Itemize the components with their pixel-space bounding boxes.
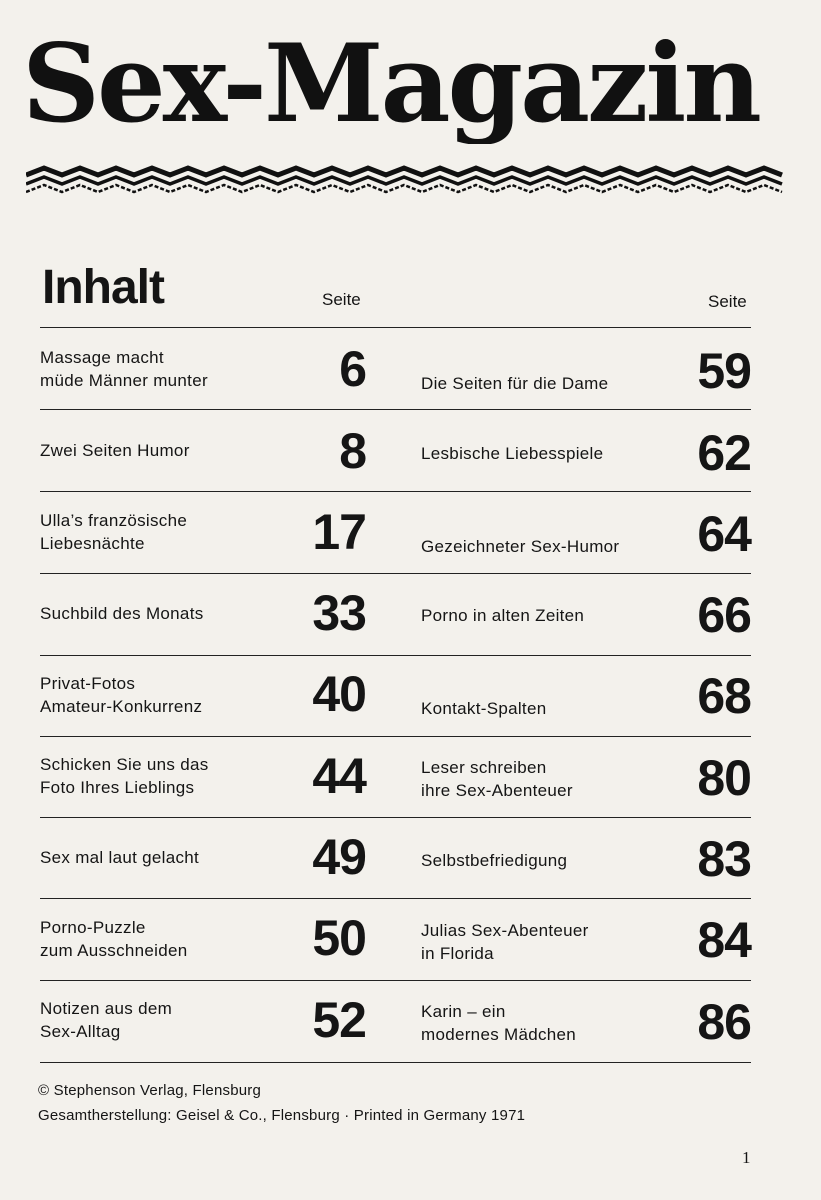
toc-entry-page-left: 49 bbox=[312, 829, 366, 885]
row-divider bbox=[40, 655, 751, 656]
row-divider bbox=[40, 409, 751, 410]
toc-entry-title-right: Die Seiten für die Dame bbox=[421, 374, 609, 393]
page-number: 1 bbox=[742, 1148, 751, 1167]
toc-entry-title-left: Privat-Fotos Amateur-Konkurrenz bbox=[40, 674, 203, 716]
toc-entry-page-right: 59 bbox=[697, 343, 751, 399]
zigzag-ornament bbox=[26, 163, 784, 197]
toc-entry-title-left: Porno-Puzzle zum Ausschneiden bbox=[40, 918, 188, 960]
toc-entry-title-left: Suchbild des Monats bbox=[40, 604, 204, 623]
row-divider bbox=[40, 327, 751, 328]
toc-entry-title-right: Kontakt-Spalten bbox=[421, 699, 547, 718]
toc-entry-page-right: 83 bbox=[697, 831, 751, 887]
toc-entry-page-right: 86 bbox=[697, 994, 751, 1050]
toc-entry-page-left: 44 bbox=[312, 748, 366, 804]
row-divider bbox=[40, 980, 751, 981]
row-divider bbox=[40, 573, 751, 574]
row-divider bbox=[40, 1062, 751, 1063]
toc-entry-page-left: 6 bbox=[339, 341, 366, 397]
contents-heading: Inhalt bbox=[42, 261, 164, 314]
row-divider bbox=[40, 817, 751, 818]
production-credit: Gesamtherstellung: Geisel & Co., Flensburg · Printed in Germany 1971 bbox=[38, 1107, 526, 1124]
toc-entry-page-left: 40 bbox=[312, 666, 366, 722]
toc-entry-title-right: Lesbische Liebesspiele bbox=[421, 444, 604, 463]
toc-entry-title-right: Porno in alten Zeiten bbox=[421, 606, 585, 625]
toc-entry-page-right: 84 bbox=[697, 912, 751, 968]
row-divider bbox=[40, 491, 751, 492]
toc-entry-title-right: Leser schreiben ihre Sex-Abenteuer bbox=[421, 758, 573, 800]
toc-entry-title-left: Sex mal laut gelacht bbox=[40, 848, 200, 867]
toc-entry-title-right: Karin – ein modernes Mädchen bbox=[421, 1002, 577, 1044]
toc-entry-page-right: 62 bbox=[697, 425, 751, 481]
page-column-label-right: Seite bbox=[708, 292, 747, 311]
toc-entry-title-left: Ulla’s französische Liebesnächte bbox=[40, 511, 188, 553]
toc-entry-title-left: Schicken Sie uns das Foto Ihres Lieblings bbox=[40, 755, 209, 797]
copyright-line: © Stephenson Verlag, Flensburg bbox=[38, 1082, 262, 1099]
toc-entry-page-left: 52 bbox=[312, 992, 366, 1048]
toc-entry-title-left: Notizen aus dem Sex-Alltag bbox=[40, 999, 173, 1041]
page-column-label-left: Seite bbox=[322, 290, 361, 309]
toc-entry-page-left: 8 bbox=[339, 423, 366, 479]
toc-entry-title-left: Massage macht müde Männer munter bbox=[40, 348, 208, 390]
toc-entry-page-left: 50 bbox=[312, 910, 366, 966]
toc-entry-page-right: 64 bbox=[697, 506, 751, 562]
toc-entry-title-right: Julias Sex-Abenteuer in Florida bbox=[421, 921, 589, 963]
toc-entry-page-left: 17 bbox=[312, 504, 366, 560]
toc-entry-page-left: 33 bbox=[312, 585, 366, 641]
toc-entry-page-right: 66 bbox=[697, 587, 751, 643]
toc-entry-title-left: Zwei Seiten Humor bbox=[40, 441, 190, 460]
toc-entry-page-right: 80 bbox=[697, 750, 751, 806]
row-divider bbox=[40, 736, 751, 737]
row-divider bbox=[40, 898, 751, 899]
toc-entry-page-right: 68 bbox=[697, 668, 751, 724]
toc-entry-title-right: Selbstbefriedigung bbox=[421, 851, 568, 870]
toc-entry-title-right: Gezeichneter Sex-Humor bbox=[421, 537, 620, 556]
magazine-masthead: Sex-Magazin bbox=[22, 24, 759, 144]
